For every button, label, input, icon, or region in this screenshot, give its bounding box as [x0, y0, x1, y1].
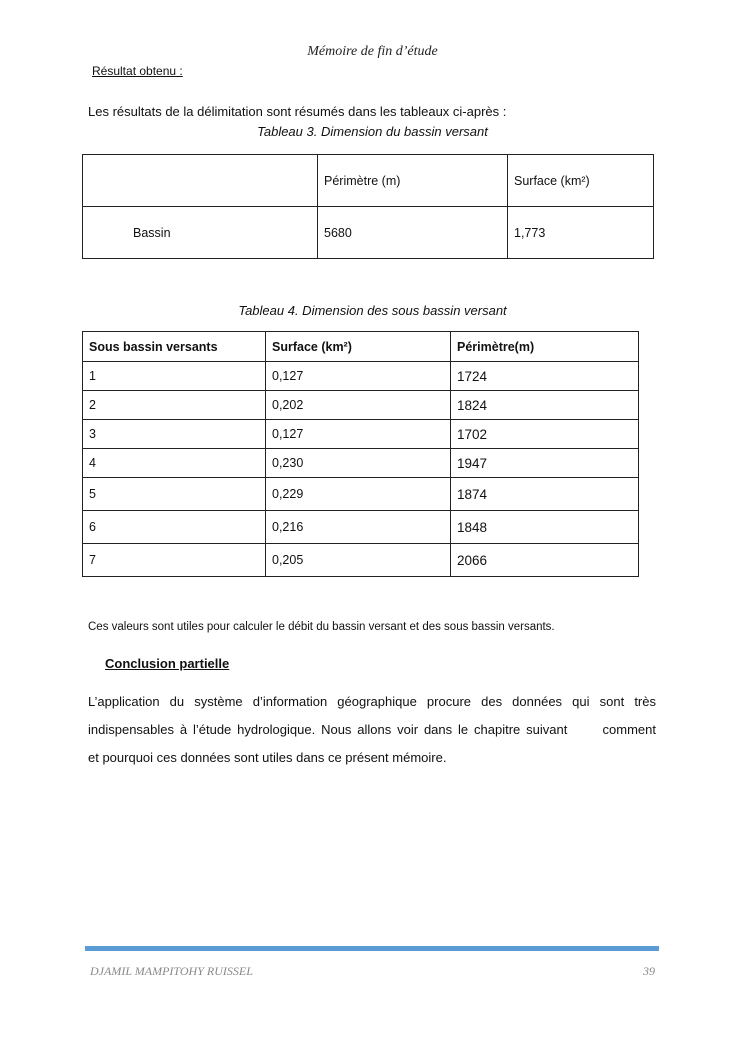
- cell-perimeter: 1724: [451, 362, 639, 391]
- table-header-row: [83, 332, 639, 362]
- table-row: [83, 544, 639, 577]
- cell-perimeter: 1824: [451, 391, 639, 420]
- cell-surface: 0,229: [266, 478, 451, 511]
- table-row: [83, 420, 639, 449]
- table-sous-bassins: [82, 331, 639, 577]
- cell-id: 3: [83, 420, 266, 449]
- cell-id: 5: [83, 478, 266, 511]
- table-header-row: [83, 155, 654, 207]
- table4-caption: Tableau 4. Dimension des sous bassin versant: [238, 303, 507, 318]
- cell-surface: 0,127: [266, 420, 451, 449]
- header-cell-surface: Surface (km²): [266, 332, 451, 362]
- cell-surface: 1,773: [508, 207, 654, 259]
- cell-surface: 0,202: [266, 391, 451, 420]
- page-number: 39: [643, 964, 655, 978]
- note-text: Ces valeurs sont utiles pour calculer le débit du bassin versant et des sous bassin versants.: [88, 621, 555, 633]
- table-row: [83, 391, 639, 420]
- cell-id: 6: [83, 511, 266, 544]
- cell-perimeter: 1848: [451, 511, 639, 544]
- header-cell-surface: Surface (km²): [508, 155, 654, 207]
- cell-perimeter: 1702: [451, 420, 639, 449]
- cell-surface: 0,230: [266, 449, 451, 478]
- paragraph-line: et pourquoi ces données sont utiles dans ce présent mémoire.: [88, 750, 447, 765]
- cell-surface: 0,127: [266, 362, 451, 391]
- table-bassin-versant: [82, 154, 654, 259]
- cell-perimeter: 5680: [318, 207, 508, 259]
- table-row: [83, 449, 639, 478]
- footer-author: DJAMIL MAMPITOHY RUISSEL: [90, 964, 253, 978]
- cell-id: 2: [83, 391, 266, 420]
- cell-id: 4: [83, 449, 266, 478]
- cell-id: 7: [83, 544, 266, 577]
- header-cell-perimeter: Périmètre(m): [451, 332, 639, 362]
- paragraph-line: indispensables à l’étude hydrologique. Nous allons voir dans le chapitre suivant comment: [88, 722, 656, 737]
- header-cell-sub-basin: Sous bassin versants: [83, 332, 266, 362]
- cell-id: 1: [83, 362, 266, 391]
- footer-divider: [85, 946, 659, 951]
- result-label: Résultat obtenu :: [92, 64, 183, 78]
- paragraph-line: L’application du système d’information géographique procure des données qui sont très: [88, 694, 656, 709]
- header-cell-empty: [83, 155, 318, 207]
- cell-perimeter: 1874: [451, 478, 639, 511]
- cell-perimeter: 2066: [451, 544, 639, 577]
- table-row: [83, 362, 639, 391]
- table3-caption: Tableau 3. Dimension du bassin versant: [257, 124, 488, 139]
- header-cell-perimeter: Périmètre (m): [318, 155, 508, 207]
- cell-label: Bassin: [83, 207, 318, 259]
- cell-surface: 0,205: [266, 544, 451, 577]
- table-row: [83, 511, 639, 544]
- conclusion-heading: Conclusion partielle: [105, 656, 230, 671]
- conclusion-paragraph: [88, 688, 656, 772]
- table-row: [83, 478, 639, 511]
- cell-surface: 0,216: [266, 511, 451, 544]
- table-row: [83, 207, 654, 259]
- cell-perimeter: 1947: [451, 449, 639, 478]
- running-header: Mémoire de fin d’étude: [307, 44, 438, 59]
- intro-text: Les résultats de la délimitation sont résumés dans les tableaux ci-après :: [88, 104, 507, 119]
